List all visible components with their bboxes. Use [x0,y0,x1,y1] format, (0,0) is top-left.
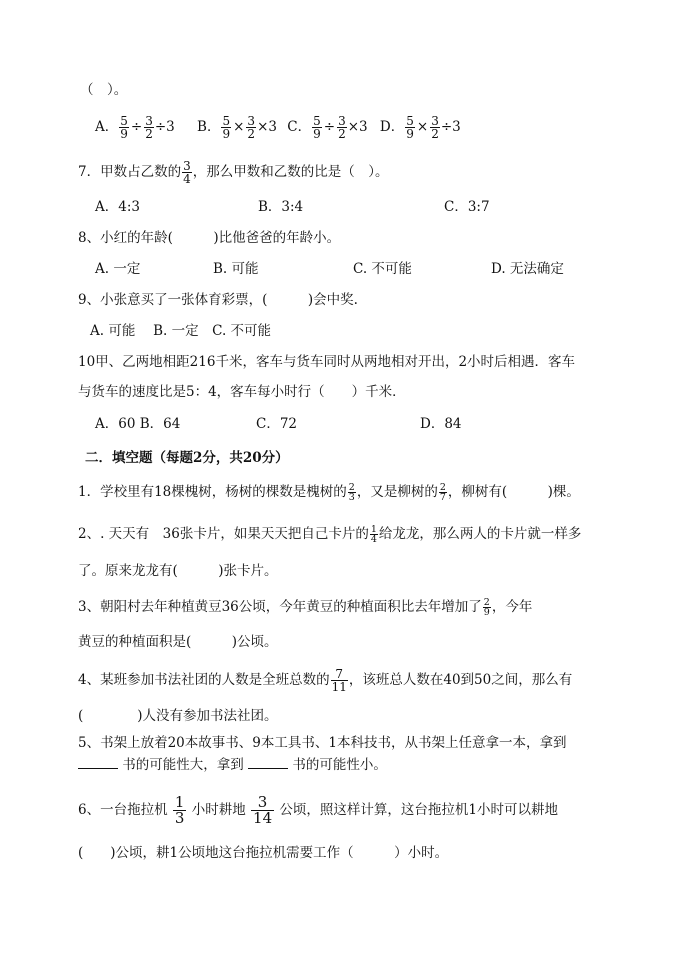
q6-option-d: D． $\frac{5}{9}$ × $\frac{3}{2}$ ÷3 [379,114,461,141]
fill-4-line-2: ( )人没有参加书法社团。 [78,708,278,724]
q8-option-c: C. 不可能 [353,261,412,277]
fill-5-line-2: 书的可能性大，拿到 书的可能性小。 [78,754,387,775]
q9-options: A. 可能 B. 一定 C. 不可能 [90,323,272,339]
q8-option-b: B. 可能 [213,261,259,277]
fill-5-line-1: 5、书架上放着20本故事书、9本工具书、1本科技书，从书架上任意拿一本，拿到 [78,735,567,751]
fill-3-line-2: 黄豆的种植面积是( )公顷。 [78,634,278,650]
fill-6-line-2: ( )公顷，耕1公顷地这台拖拉机需要工作（ ）小时。 [78,845,449,861]
q7-option-b: B．3:4 [258,199,304,215]
fill-2-line-2: 了。原来龙龙有( )张卡片。 [78,563,278,579]
q6-option-a: A． $\frac{5}{9}$ ÷ $\frac{3}{2}$ ÷3 [95,114,175,141]
q6-option-b: B． $\frac{5}{9}$ × $\frac{3}{2}$ ×3 [197,114,277,141]
q10-option-ab: A．60 B．64 [95,416,181,432]
q6-options [95,115,461,140]
q7-question: 7．甲数占乙数的 $\frac{3}{4}$ ，那么甲数和乙数的比是（ ）。 [78,159,389,186]
fill-1: 1．学校里有18棵槐树，杨树的棵数是槐树的 $\frac{2}{3}$ ，又是柳树的 $\frac{2}{7}$ ，柳树有( )棵。 [78,481,580,503]
fill-6-line-1: 6、一台拖拉机 $\frac{1}{3}$ 小时耕地 $\frac{3}{14}$ 公顷，照这样计算，这台拖拉机1小时可以耕地 [78,793,559,827]
q10-option-c: C．72 [256,416,298,432]
section-2-title: 二．填空题（每题2分，共20分） [85,450,289,466]
q10-line-2: 与货车的速度比是5：4，客车每小时行（ ）千米． [78,384,406,400]
q6-option-c: C． $\frac{5}{9}$ ÷ $\frac{3}{2}$ ×3 [287,114,368,141]
fill-3-line-1: 3、朝阳村去年种植黄豆36公顷，今年黄豆的种植面积比去年增加了 $\frac{2}{9}$ ，今年 [78,596,533,618]
q7-option-a: A．4:3 [95,199,140,215]
q10-line-1: 10甲、乙两地相距216千米，客车与货车同时从两地相对开出，2小时后相遇．客车 [78,354,576,370]
blank-1 [78,754,118,769]
fill-2-line-1: 2、. 天天有 36张卡片，如果天天把自己卡片的 $\frac{1}{4}$ 给龙龙，那么两人的卡片就一样多 [78,523,582,545]
q6-tail: （ ）。 [80,82,128,98]
q8-question: 8、小红的年龄( )比他爸爸的年龄小。 [78,230,341,246]
fill-4-line-1: 4、某班参加书法社团的人数是全班总数的 $\frac{7}{11}$ ，该班总人数在40到50之间，那么有 [78,667,573,694]
q7-option-c: C．3:7 [444,199,490,215]
blank-2 [248,754,288,769]
q8-option-a: A. 一定 [95,261,141,277]
q8-option-d: D. 无法确定 [491,261,564,277]
q10-option-d: D．84 [420,416,462,432]
q9-question: 9、小张意买了一张体育彩票，( )会中奖. [78,292,358,308]
